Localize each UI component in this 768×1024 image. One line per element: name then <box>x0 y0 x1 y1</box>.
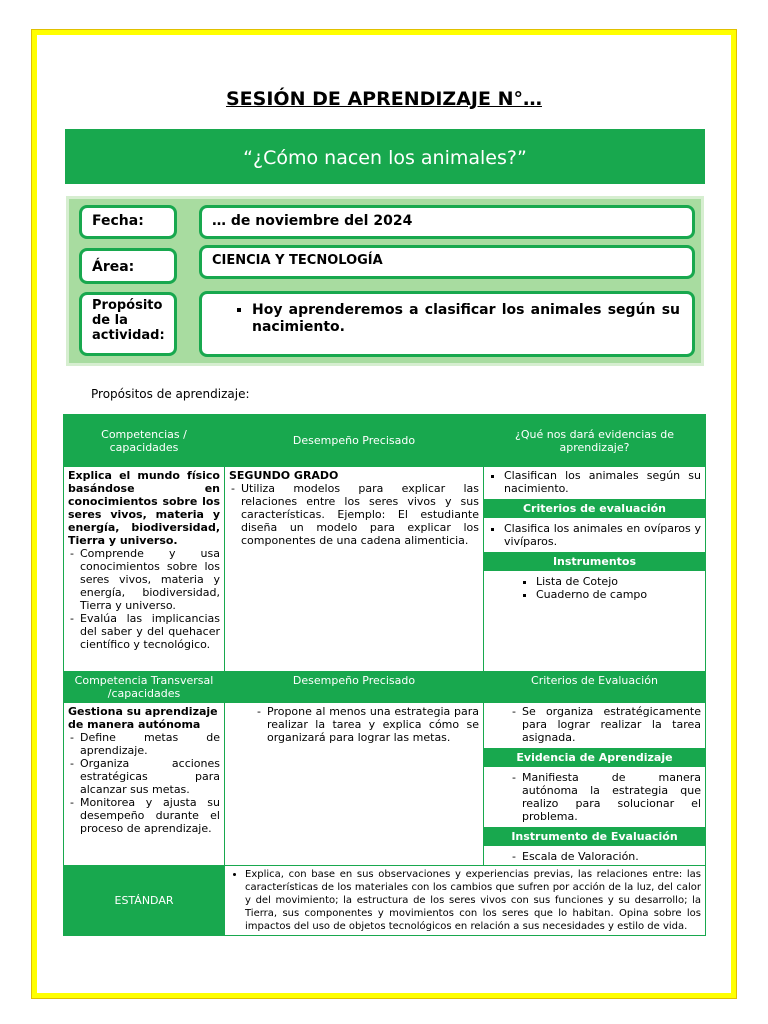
competencia-title: Explica el mundo físico basándose en conocimientos sobre los seres vivos, materia y energía, biodiversidad, Tierra y universo. <box>68 469 220 547</box>
criterios-2-cell <box>484 703 706 866</box>
capacidad-item: - Comprende y usa conocimientos sobre los seres vivos, materia y energía, biodiversidad, Tierra y universo. <box>80 547 220 612</box>
desempeno-cell <box>225 467 484 672</box>
area-value: CIENCIA Y TECNOLOGÍA <box>199 245 695 279</box>
competencia-transversal-cell <box>64 703 225 866</box>
session-banner: “¿Cómo nacen los animales?” <box>65 129 705 184</box>
header-desempeno: Desempeño Precisado <box>225 415 484 467</box>
page-title: SESIÓN DE APRENDIZAJE N°… <box>226 88 542 110</box>
criterios-header: Criterios de evaluación <box>484 499 705 518</box>
competencia-transversal-title: Gestiona su aprendizaje de manera autónoma <box>68 705 218 731</box>
estandar-label: ESTÁNDAR <box>64 866 225 936</box>
fecha-value: … de noviembre del 2024 <box>199 205 695 239</box>
proposito-label: Propósito de la actividad: <box>79 292 177 356</box>
evidencias-cell <box>484 467 706 672</box>
fecha-label: Fecha: <box>79 205 177 239</box>
header-desempeno-2: Desempeño Precisado <box>225 672 484 703</box>
competencia-cell <box>64 467 225 672</box>
propositos-label: Propósitos de aprendizaje: <box>91 387 250 401</box>
instrumento-item: ▪ Cuaderno de campo <box>536 588 701 601</box>
instrumento-eval-header: Instrumento de Evaluación <box>484 827 705 846</box>
capacidad-item: - Monitorea y ajusta su desempeño durante el proceso de aprendizaje. <box>80 796 220 835</box>
desempeno-2-cell <box>225 703 484 866</box>
capacidad-item: - Evalúa las implicancias del saber y del quehacer científico y tecnológico. <box>80 612 220 651</box>
evidencia-item: - Manifiesta de manera autónoma la estrategia que realizo para solucionar el problema. <box>522 771 701 823</box>
header-criterios: Criterios de Evaluación <box>484 672 706 703</box>
header-competencia-transversal: Competencia Transversal /capacidades <box>64 672 225 703</box>
instrumento-item: ▪ Lista de Cotejo <box>536 575 701 588</box>
desempeno-item: - Propone al menos una estrategia para realizar la tarea y explica cómo se organizará para lograr las metas. <box>267 705 479 744</box>
proposito-value: ▪ Hoy aprenderemos a clasificar los animales según su nacimiento. <box>252 302 680 336</box>
evidencia-item: ▪ Clasifican los animales según su nacimiento. <box>504 469 701 495</box>
proposito-value-box <box>199 291 695 357</box>
header-competencias: Competencias / capacidades <box>64 415 225 467</box>
criterio-item: - Se organiza estratégicamente para lograr realizar la tarea asignada. <box>522 705 701 744</box>
criterio-item: ▪ Clasifica los animales en ovíparos y vivíparos. <box>504 522 701 548</box>
desempeno-item: - Utiliza modelos para explicar las relaciones entre los seres vivos y sus características. Ejemplo: El estudiante diseña un modelo para explicar los componentes de una cadena alimenticia. <box>241 482 479 547</box>
capacidad-item: - Define metas de aprendizaje. <box>80 731 220 757</box>
learning-table <box>63 414 706 936</box>
capacidad-item: - Organiza acciones estratégicas para alcanzar sus metas. <box>80 757 220 796</box>
header-evidencias: ¿Qué nos dará evidencias de aprendizaje? <box>484 415 706 467</box>
info-box <box>66 196 704 366</box>
area-label: Área: <box>79 248 177 284</box>
grado-label: SEGUNDO GRADO <box>229 469 339 482</box>
evidencia-header: Evidencia de Aprendizaje <box>484 748 705 767</box>
estandar-text: • Explica, con base en sus observaciones y experiencias previas, las relaciones entre: las características de los materiales con los cambios que sufren por acción de la luz, del calor y del movimiento; la estructura de los seres vivos con sus funciones y su desarrollo; la Tierra, sus componentes y movimientos con los seres que lo habitan. Opina sobre los impactos del uso de objetos tecnológicos en relación a sus necesidades y estilo de vida. <box>245 868 701 933</box>
estandar-cell <box>225 866 706 936</box>
instrumento-item: - Escala de Valoración. <box>522 850 701 863</box>
instrumentos-header: Instrumentos <box>484 552 705 571</box>
